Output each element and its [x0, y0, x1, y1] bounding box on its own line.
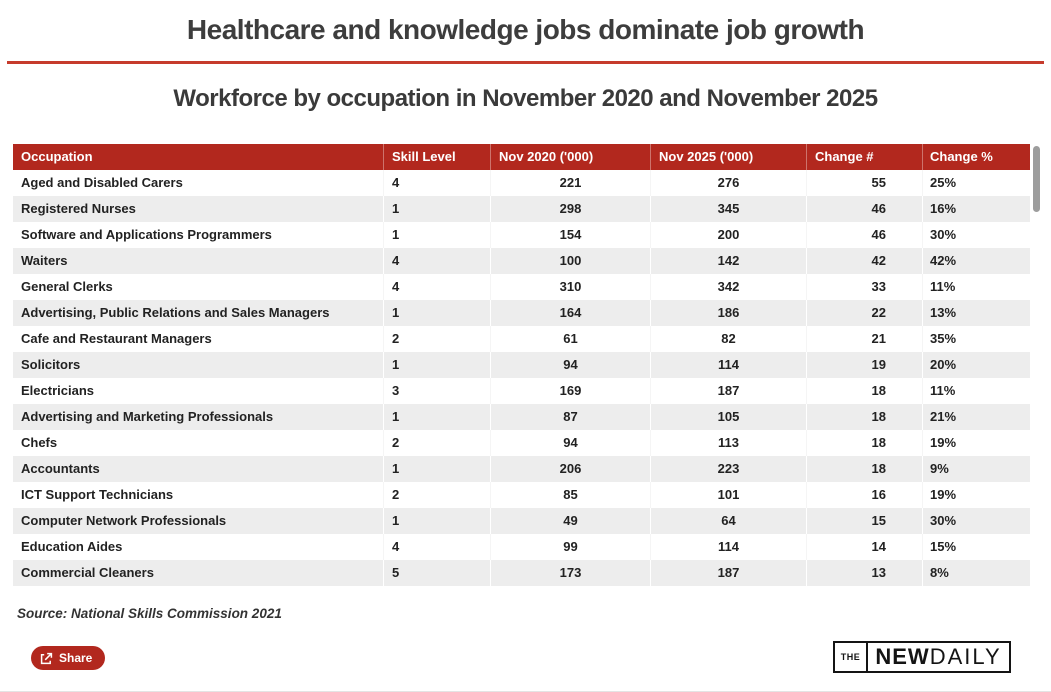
table-cell: 22 [806, 300, 922, 326]
table-cell: 1 [383, 196, 490, 222]
table-cell: 64 [650, 508, 806, 534]
table-cell: 2 [383, 430, 490, 456]
table-cell: 173 [490, 560, 650, 586]
table-cell: 94 [490, 352, 650, 378]
table-cell: 13% [922, 300, 1030, 326]
table-cell: 30% [922, 222, 1030, 248]
table-row [13, 326, 1030, 352]
table-row [13, 560, 1030, 586]
logo-wordmark [868, 643, 1009, 671]
table-cell: 186 [650, 300, 806, 326]
logo-the: THE [835, 643, 868, 671]
column-header-occupation: Occupation [21, 149, 93, 164]
column-header-change-percent: Change % [922, 144, 1030, 170]
table-row [13, 248, 1030, 274]
table-cell: 42% [922, 248, 1030, 274]
table-cell: 99 [490, 534, 650, 560]
table-cell: Education Aides [21, 539, 123, 554]
table-cell: 85 [490, 482, 650, 508]
table-cell: Accountants [21, 461, 100, 476]
table-cell: 187 [650, 560, 806, 586]
share-icon [40, 652, 53, 665]
table-cell: 5 [383, 560, 490, 586]
column-header-nov-2020: Nov 2020 ('000) [490, 144, 650, 170]
table-cell: 164 [490, 300, 650, 326]
table-cell: ICT Support Technicians [21, 487, 174, 502]
table-cell: 18 [806, 456, 922, 482]
table-cell: 19 [806, 352, 922, 378]
table-cell: 46 [806, 196, 922, 222]
table-cell: 154 [490, 222, 650, 248]
table-cell: 4 [383, 274, 490, 300]
chart-title: Healthcare and knowledge jobs dominate job growth [186, 14, 865, 45]
table-cell: 13 [806, 560, 922, 586]
table-cell: 19% [922, 482, 1030, 508]
table-row [13, 456, 1030, 482]
newdaily-logo [833, 641, 1011, 673]
table-cell: 4 [383, 534, 490, 560]
table-cell: 114 [650, 352, 806, 378]
table-cell: 169 [490, 378, 650, 404]
table-cell: 3 [383, 378, 490, 404]
table-cell: 33 [806, 274, 922, 300]
table-cell: 55 [806, 170, 922, 196]
table-cell: 1 [383, 508, 490, 534]
table-cell: 82 [650, 326, 806, 352]
table-cell: Chefs [21, 435, 58, 450]
table-cell: 15 [806, 508, 922, 534]
table-cell: Advertising, Public Relations and Sales Managers [21, 305, 330, 320]
table-cell: Waiters [21, 253, 68, 268]
table-cell: 187 [650, 378, 806, 404]
table-header-row [13, 144, 1030, 170]
table-cell: 49 [490, 508, 650, 534]
table-cell: 15% [922, 534, 1030, 560]
table-cell: Computer Network Professionals [21, 513, 227, 528]
table-row [13, 352, 1030, 378]
table-row [13, 300, 1030, 326]
table-cell: Aged and Disabled Carers [21, 175, 183, 190]
table-cell: 11% [922, 274, 1030, 300]
table-cell: 101 [650, 482, 806, 508]
table-cell: 35% [922, 326, 1030, 352]
share-button[interactable] [31, 646, 105, 670]
table-cell: Electricians [21, 383, 94, 398]
table-cell: 113 [650, 430, 806, 456]
table-row [13, 274, 1030, 300]
table-row [13, 430, 1030, 456]
table-cell: 221 [490, 170, 650, 196]
logo-daily: DAILY [929, 644, 1002, 669]
table-cell: Solicitors [21, 357, 81, 372]
table-cell: 61 [490, 326, 650, 352]
table-cell: 2 [383, 482, 490, 508]
table-cell: 19% [922, 430, 1030, 456]
chart-subtitle: Workforce by occupation in November 2020 and November 2025 [173, 85, 878, 112]
table-cell: 20% [922, 352, 1030, 378]
table-cell: 298 [490, 196, 650, 222]
table-row [13, 534, 1030, 560]
table-cell: 105 [650, 404, 806, 430]
table-cell: Registered Nurses [21, 201, 136, 216]
table-cell: 142 [650, 248, 806, 274]
table-cell: 21% [922, 404, 1030, 430]
table-cell: Commercial Cleaners [21, 565, 154, 580]
table-cell: 8% [922, 560, 1030, 586]
table-cell: 1 [383, 456, 490, 482]
table-cell: 4 [383, 248, 490, 274]
table-cell: 16 [806, 482, 922, 508]
table-cell: 42 [806, 248, 922, 274]
table-cell: 342 [650, 274, 806, 300]
table-cell: Software and Applications Programmers [21, 227, 272, 242]
table-body[interactable] [13, 170, 1030, 586]
table-cell: 46 [806, 222, 922, 248]
table-row [13, 404, 1030, 430]
table-cell: 223 [650, 456, 806, 482]
share-label: Share [59, 651, 93, 665]
table-cell: 18 [806, 430, 922, 456]
table-cell: 21 [806, 326, 922, 352]
table-cell: 87 [490, 404, 650, 430]
table-cell: 100 [490, 248, 650, 274]
data-table [13, 144, 1030, 586]
table-cell: 1 [383, 404, 490, 430]
table-cell: Advertising and Marketing Professionals [21, 409, 274, 424]
table-cell: 345 [650, 196, 806, 222]
table-cell: 276 [650, 170, 806, 196]
table-cell: 14 [806, 534, 922, 560]
logo-new: NEW [875, 644, 930, 669]
table-cell: 206 [490, 456, 650, 482]
table-cell: 4 [383, 170, 490, 196]
table-cell: 18 [806, 404, 922, 430]
table-cell: 114 [650, 534, 806, 560]
table-cell: Cafe and Restaurant Managers [21, 331, 212, 346]
column-header-change-number: Change # [806, 144, 922, 170]
column-header-nov-2025: Nov 2025 ('000) [650, 144, 806, 170]
table-cell: 11% [922, 378, 1030, 404]
table-scrollbar-thumb[interactable] [1033, 146, 1040, 212]
table-row [13, 196, 1030, 222]
title-divider [7, 61, 1044, 64]
table-cell: General Clerks [21, 279, 113, 294]
table-cell: 310 [490, 274, 650, 300]
table-cell: 18 [806, 378, 922, 404]
table-cell: 2 [383, 326, 490, 352]
table-cell: 30% [922, 508, 1030, 534]
table-cell: 1 [383, 222, 490, 248]
table-row [13, 482, 1030, 508]
table-cell: 1 [383, 352, 490, 378]
table-cell: 16% [922, 196, 1030, 222]
table-row [13, 378, 1030, 404]
table-cell: 200 [650, 222, 806, 248]
table-cell: 1 [383, 300, 490, 326]
table-cell: 94 [490, 430, 650, 456]
source-note: Source: National Skills Commission 2021 [17, 606, 282, 621]
column-header-skill-level: Skill Level [383, 144, 490, 170]
table-row [13, 508, 1030, 534]
table-row [13, 222, 1030, 248]
table-row [13, 170, 1030, 196]
table-cell: 9% [922, 456, 1030, 482]
table-cell: 25% [922, 170, 1030, 196]
